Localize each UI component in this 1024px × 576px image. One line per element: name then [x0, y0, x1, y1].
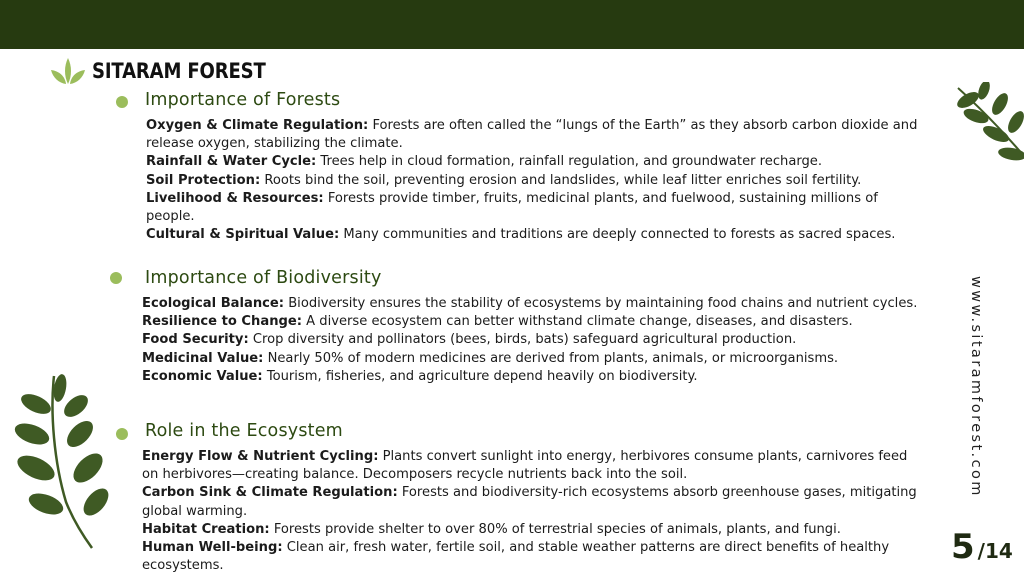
header-bar	[0, 0, 1024, 49]
list-item: Livelihood & Resources: Forests provide timber, fruits, medicinal plants, and fuelwood, sustaining millions of people.	[146, 190, 878, 225]
website-url: www.sitaramforest.com	[968, 276, 984, 498]
page-current: 5	[951, 527, 975, 567]
brand-name: SITARAM FOREST	[92, 59, 266, 83]
list-item: Oxygen & Climate Regulation: Forests are often called the “lungs of the Earth” as they absorb carbon dioxide and release oxygen, stabilizing the climate.	[146, 118, 918, 152]
section-bullet	[110, 272, 122, 284]
list-item: Human Well-being: Clean air, fresh water, fertile soil, and stable weather patterns are direct benefits of healthy ecosystems.	[142, 540, 890, 574]
section-bullet	[116, 96, 128, 108]
list-item: Ecological Balance: Biodiversity ensures the stability of ecosystems by maintaining food chains and nutrient cycles.	[142, 296, 918, 311]
list-item: Resilience to Change: A diverse ecosystem can better withstand climate change, diseases, and disasters.	[142, 314, 853, 330]
section-items-biodiversity	[142, 295, 922, 386]
section-items-ecosystem	[142, 448, 922, 575]
list-item: Habitat Creation: Forests provide shelter to over 80% of terrestrial species of animals, plants, and fungi.	[142, 521, 841, 537]
section-items-forests	[146, 117, 921, 244]
leaf-logo-icon	[51, 56, 85, 86]
section-bullet	[116, 428, 128, 440]
list-item: Medicinal Value: Nearly 50% of modern medicines are derived from plants, animals, or microorganisms.	[142, 350, 839, 366]
page-total: /14	[977, 539, 1013, 563]
section-title-ecosystem: Role in the Ecosystem	[145, 421, 343, 441]
page-number	[951, 527, 1013, 567]
list-item: Soil Protection: Roots bind the soil, preventing erosion and landslides, while leaf litter enriches soil fertility.	[146, 172, 862, 188]
list-item: Carbon Sink & Climate Regulation: Forests and biodiversity-rich ecosystems absorb greenhouse gases, mitigating global warming.	[142, 485, 917, 519]
list-item: Food Security: Crop diversity and pollinators (bees, birds, bats) safeguard agricultural production.	[142, 332, 797, 348]
section-title-forests: Importance of Forests	[145, 90, 341, 110]
list-item: Energy Flow & Nutrient Cycling: Plants convert sunlight into energy, herbivores consume plants, carnivores feed on herbivores—creating balance. Decomposers recycle nutrients back into the soil.	[142, 449, 908, 483]
list-item: Economic Value: Tourism, fisheries, and agriculture depend heavily on biodiversity.	[142, 368, 698, 384]
list-item: Rainfall & Water Cycle: Trees help in cloud formation, rainfall regulation, and groundwater recharge.	[146, 154, 823, 170]
brand-logo	[51, 55, 294, 87]
list-item: Cultural & Spiritual Value: Many communities and traditions are deeply connected to forests as sacred spaces.	[146, 227, 896, 243]
section-title-biodiversity: Importance of Biodiversity	[145, 268, 382, 288]
leaf-branch-icon	[10, 372, 114, 550]
leaf-branch-icon	[954, 82, 1024, 166]
